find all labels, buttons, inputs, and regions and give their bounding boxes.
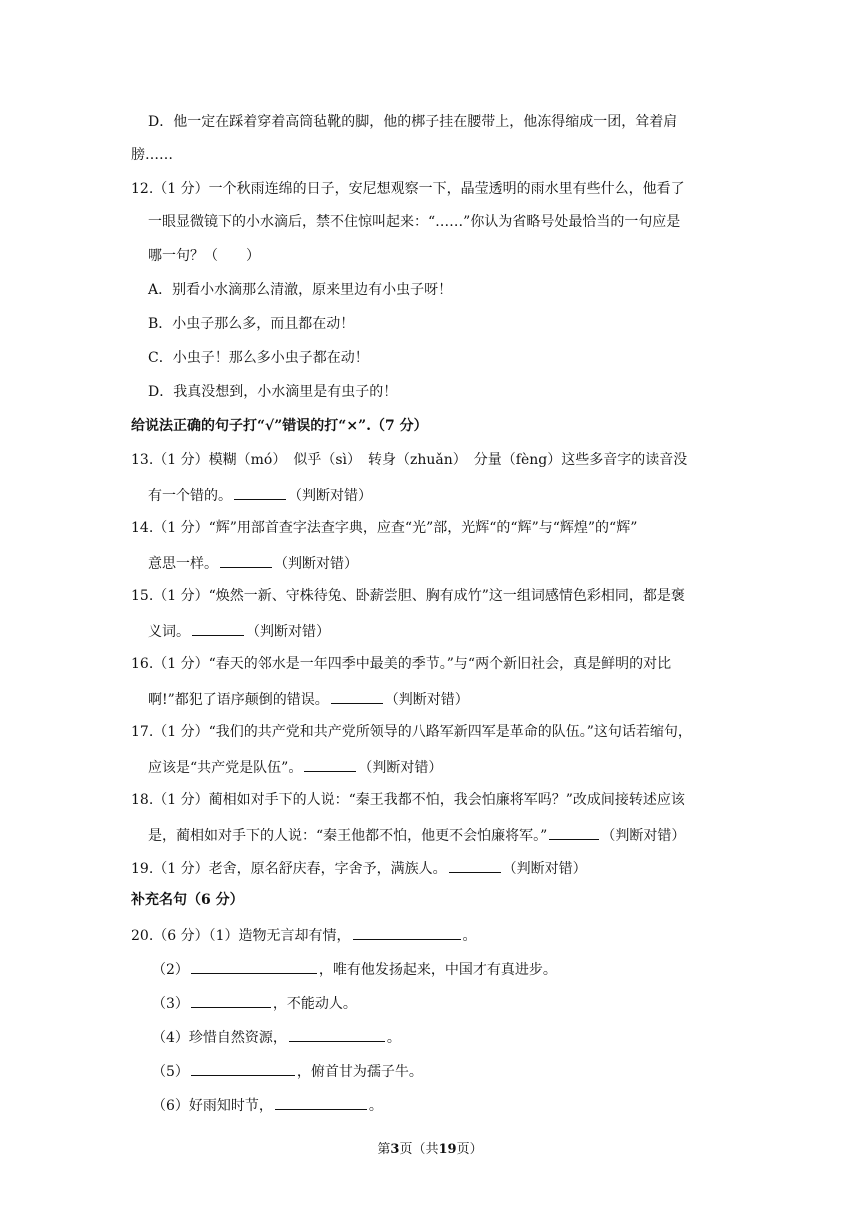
q14-line2 [148,552,358,574]
q20-part5 [152,1060,423,1082]
q19-judge-label: （判断对错） [502,861,587,877]
q20-part3-blank[interactable] [191,992,271,1008]
q20-part2-label: （2） [152,962,189,978]
footer-prefix: 第 [377,1142,391,1157]
q15-answer-blank[interactable] [192,620,244,636]
q14-answer-blank[interactable] [220,552,272,568]
q13-answer-blank[interactable] [234,484,286,500]
q20-part3-label: （3） [152,996,189,1012]
q20-part3-text: ，不能动人。 [272,996,357,1012]
q20-part4-end: 。 [386,1030,401,1046]
q15-line1: 15.（1 分）“焕然一新、守株待兔、卧薪尝胆、胸有成竹”这一组词感情色彩相同，都是褒 [131,588,685,604]
section-judge-heading: 给说法正确的句子打“√”错误的打“×”.（7 分） [131,418,428,434]
q20-part6-text: （6）好雨知时节， [152,1098,273,1114]
q20-part4 [152,1026,401,1048]
q20-part4-text: （4）珍惜自然资源， [152,1030,287,1046]
q20-part5-text: ，俯首甘为孺子牛。 [296,1064,423,1080]
q13-text: 有一个错的。 [148,488,232,504]
q18-line1: 18.（1 分）蔺相如对手下的人说：“秦王我都不怕，我会怕廉将军吗？”改成间接转述应该 [131,792,685,808]
q19-answer-blank[interactable] [449,857,501,873]
q12-option-b: B．小虫子那么多，而且都在动！ [148,316,355,332]
q16-line2 [148,688,469,710]
q20-part6-end: 。 [368,1098,383,1114]
q17-line1: 17.（1 分）“我们的共产党和共产党所领导的八路军新四军是革命的队伍。”这句话若缩句， [131,724,692,740]
footer-middle: 页（共 [399,1142,439,1157]
q15-text: 义词。 [148,624,190,640]
q20-part4-blank[interactable] [289,1026,385,1042]
q13-line1: 13.（1 分）模糊（mó） 似乎（sì） 转身（zhuǎn） 分量（fèng）这些多音字的读音没 [131,452,688,468]
q16-judge-label: （判断对错） [384,692,469,708]
q18-judge-label: （判断对错） [601,828,686,844]
footer-suffix: 页） [456,1142,483,1157]
total-page-count: 19 [438,1142,457,1157]
q14-line1: 14.（1 分）“辉”用部首查字法查字典，应查“光”部，光辉“的“辉”与“辉煌”的“辉” [131,520,638,536]
q12-option-a: A．别看小水滴那么清澈，原来里边有小虫子呀！ [148,282,453,298]
section-quotes-heading: 补充名句（6 分） [131,892,244,908]
current-page-number: 3 [390,1142,400,1157]
q20-part6 [152,1094,383,1116]
q20-part1-blank[interactable] [353,924,461,940]
q19-text: 19.（1 分）老舍，原名舒庆春，字舍予，满族人。 [131,861,447,877]
q14-judge-label: （判断对错） [274,556,358,572]
q20-part1-text: 20.（6 分）（1）造物无言却有情， [131,928,351,944]
q20-part1 [131,924,477,946]
q17-judge-label: （判断对错） [358,760,443,776]
q15-line2 [148,620,330,642]
q17-answer-blank[interactable] [304,756,356,772]
q17-text: 应该是“共产党是队伍”。 [148,760,303,776]
page-footer [0,1138,860,1157]
q12-option-c: C．小虫子！那么多小虫子都在动！ [148,350,369,366]
q14-text: 意思一样。 [148,556,218,572]
q16-answer-blank[interactable] [331,688,383,704]
q20-part3 [152,992,357,1014]
q15-judge-label: （判断对错） [246,624,330,640]
q20-part2 [152,958,557,980]
q18-answer-blank[interactable] [549,824,599,840]
q11-option-d-line2: 膀…… [131,147,173,163]
q12-line1: 12.（1 分）一个秋雨连绵的日子，安尼想观察一下，晶莹透明的雨水里有些什么，他看了 [131,181,685,197]
q18-text: 是，蔺相如对手下的人说：“秦王他都不怕，他更不会怕廉将军。” [148,828,548,844]
q20-part5-label: （5） [152,1064,189,1080]
q16-line1: 16.（1 分）“春天的邻水是一年四季中最美的季节。”与“两个新旧社会，真是鲜明的对比 [131,656,672,672]
q11-option-d-line1: D．他一定在踩着穿着高筒毡靴的脚，他的梆子挂在腰带上，他冻得缩成一团，耸着肩 [148,114,678,130]
q20-part2-text: ，唯有他发扬起来，中国才有真进步。 [318,962,557,978]
q12-line2: 一眼显微镜下的小水滴后，禁不住惊叫起来：“……”你认为省略号处最恰当的一句应是 [148,214,681,230]
q13-judge-label: （判断对错） [288,488,372,504]
q13-line2 [148,484,372,506]
q19-line1 [131,857,587,879]
q16-text: 啊!”都犯了语序颠倒的错误。 [148,692,329,708]
q12-line3: 哪一句？（ ） [148,248,260,264]
q20-part6-blank[interactable] [275,1094,367,1110]
q20-part1-end: 。 [462,928,477,944]
q18-line2 [148,824,685,846]
q17-line2 [148,756,442,778]
q12-option-d: D．我真没想到，小水滴里是有虫子的！ [148,384,398,400]
q20-part2-blank[interactable] [191,958,317,974]
q20-part5-blank[interactable] [191,1060,295,1076]
